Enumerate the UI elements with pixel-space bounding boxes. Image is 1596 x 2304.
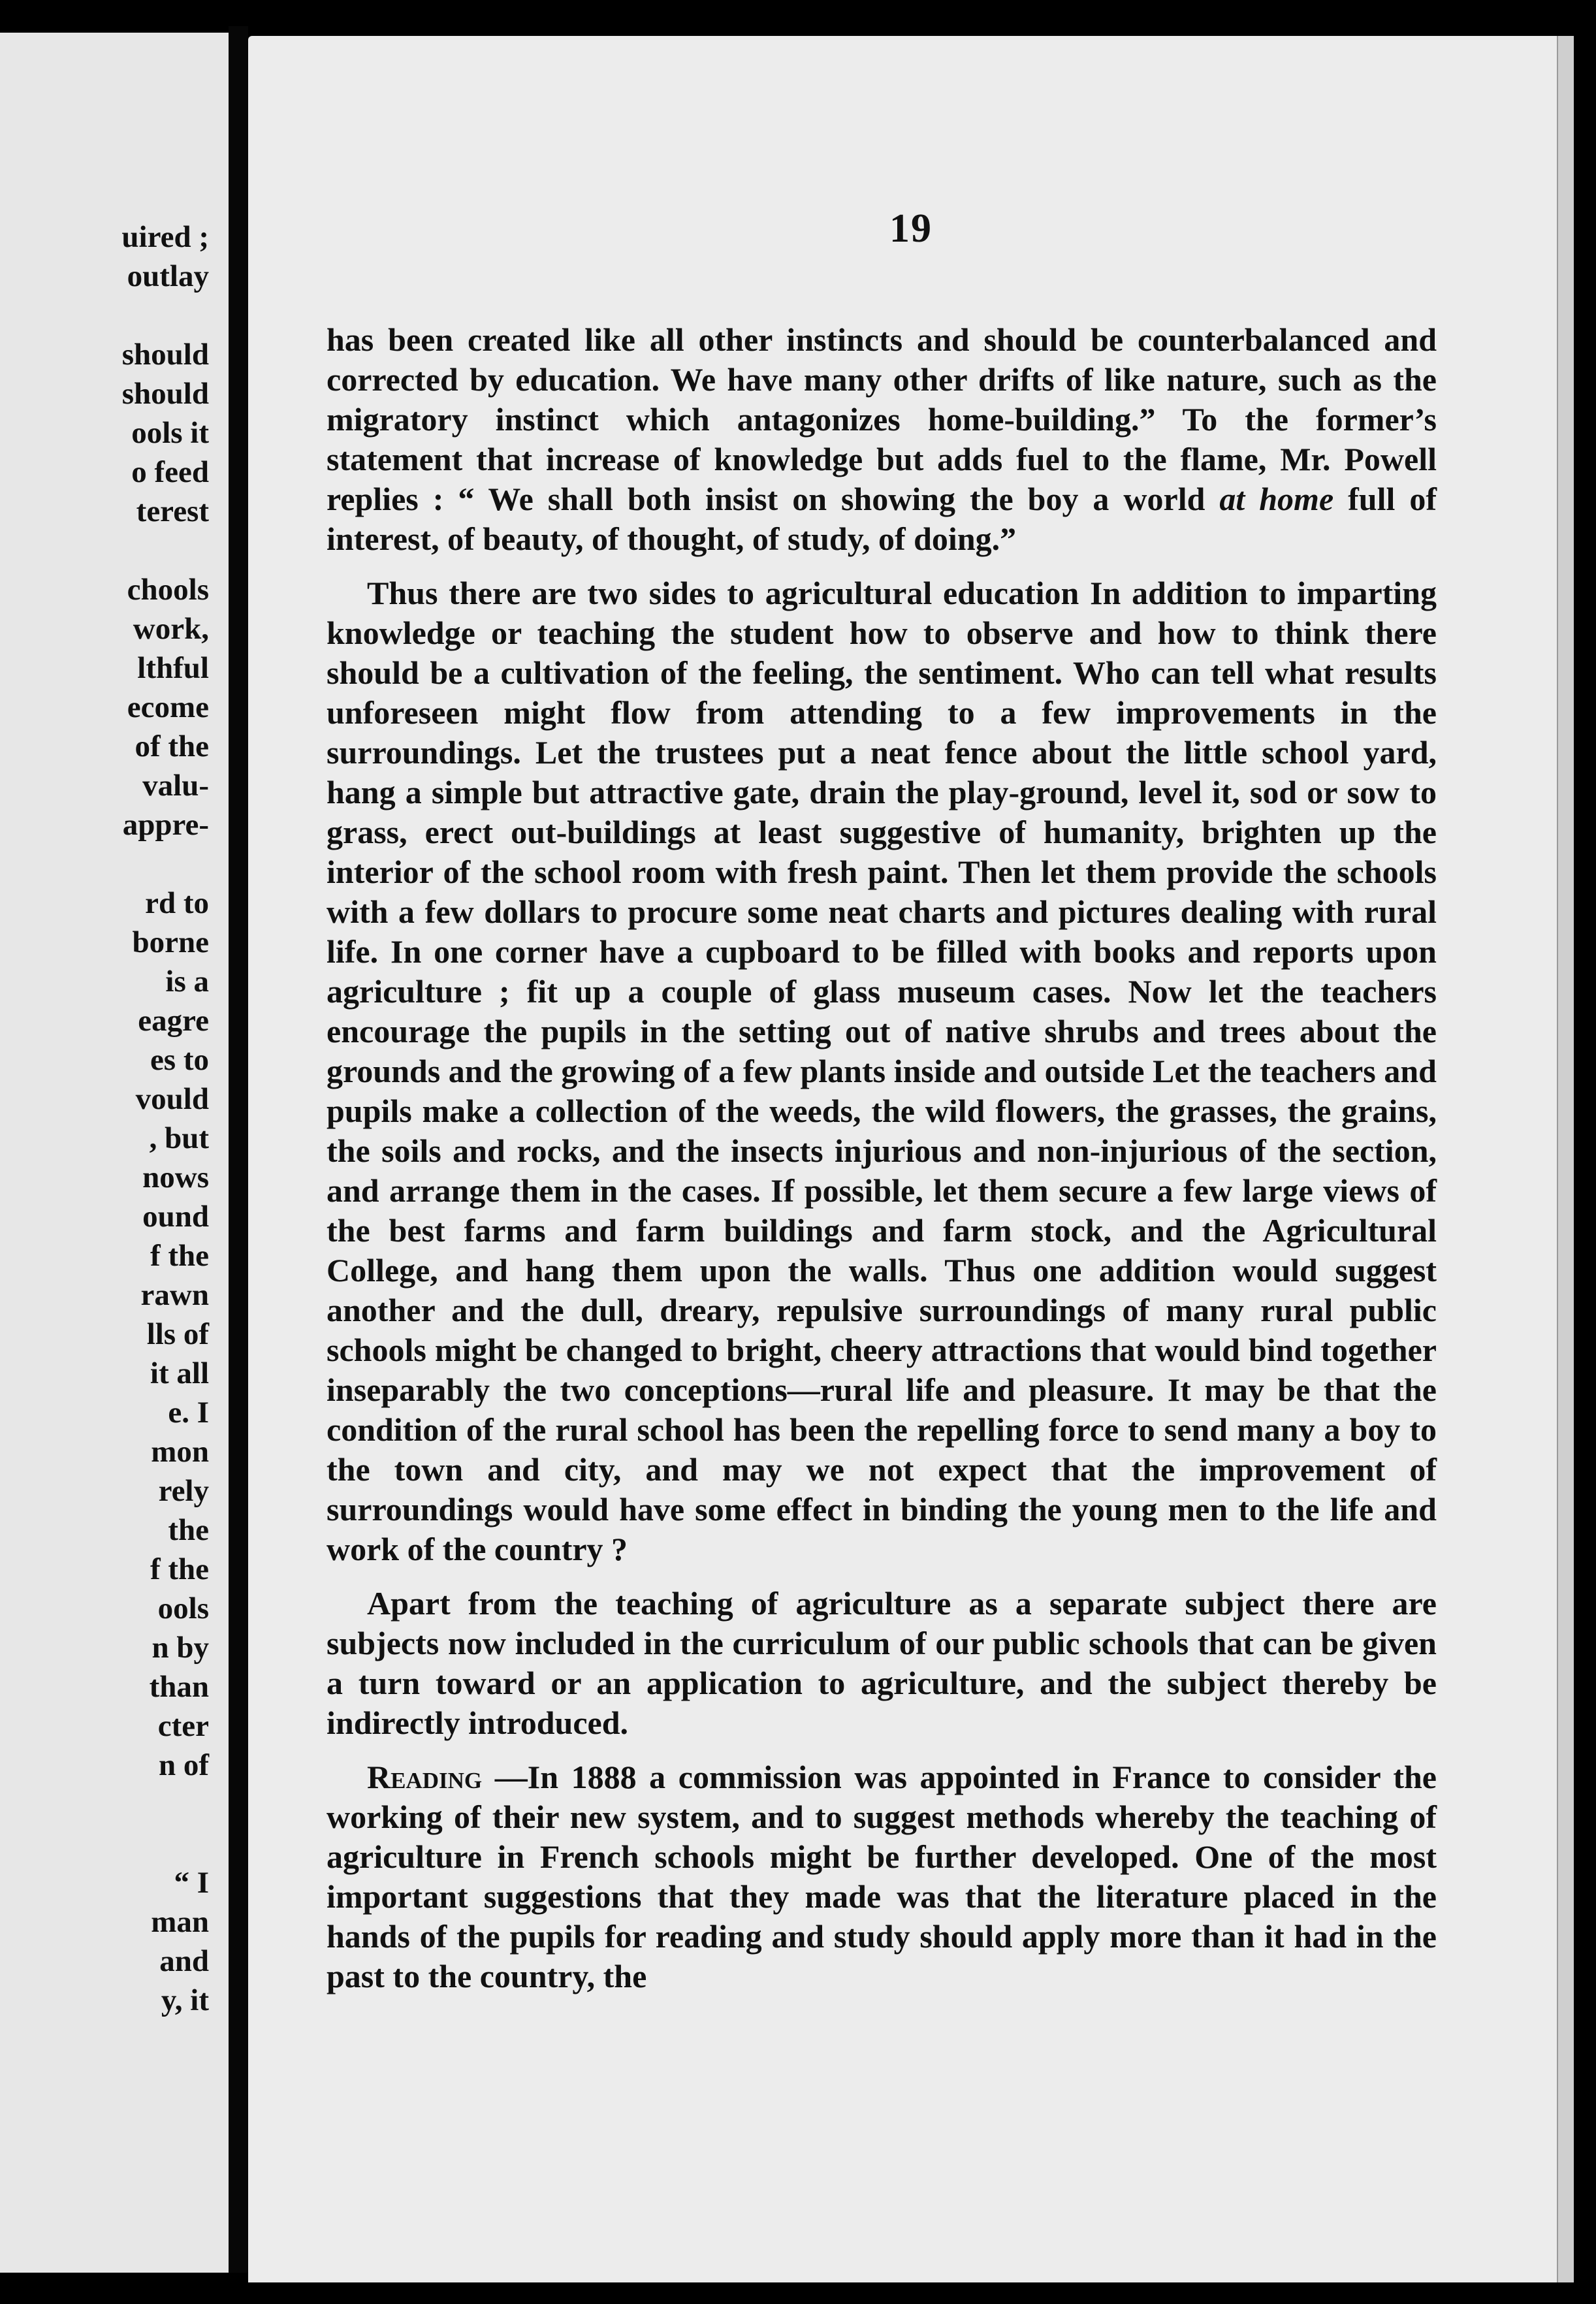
facing-page-text-fragment: appre- xyxy=(122,808,209,842)
facing-page-text-fragment: ools xyxy=(157,1592,209,1625)
facing-page-fragment xyxy=(0,33,229,2273)
facing-page-text-fragment: , but xyxy=(149,1121,209,1155)
page-number: 19 xyxy=(889,206,933,251)
body-text xyxy=(327,320,1437,2011)
facing-page-text-fragment: the xyxy=(168,1513,209,1547)
paragraph-4: Reading —In 1888 a commission was appointed in France to consider the working of their new system, and to suggest methods whereby the teaching of agriculture in French schools might be further developed. One of the most important suggestions that they made was that the literature placed in the hands of the pupils for reading and study should apply more than it had in the past to the country, the xyxy=(327,1759,1437,1994)
facing-page-text-fragment: should xyxy=(121,338,209,372)
facing-page-text-fragment: f the xyxy=(150,1239,209,1273)
facing-page-text-fragment: rd to xyxy=(145,886,209,920)
facing-page-text-fragment: rawn xyxy=(140,1278,209,1312)
facing-page-text-fragment: nows xyxy=(142,1160,209,1194)
facing-page-text-fragment: es to xyxy=(150,1043,209,1077)
facing-page-text-fragment: n of xyxy=(158,1748,209,1782)
facing-page-text-fragment: chools xyxy=(127,573,209,607)
facing-page-text-fragment: man xyxy=(151,1905,209,1939)
facing-page-text-fragment: vould xyxy=(135,1082,209,1116)
facing-page-text-fragment: y, it xyxy=(161,1983,209,2017)
page-edge xyxy=(1557,36,1574,2282)
facing-page-text-fragment: and xyxy=(159,1944,209,1978)
facing-page-text-fragment: should xyxy=(121,377,209,411)
book-spine xyxy=(229,26,248,2273)
paragraph-1: has been created like all other instincts and should be counterbalanced and corrected by education. We have many other drifts of like nature, such as the migratory instinct which antagonizes home-building.” To the former’s statement that increase of knowledge but adds fuel to the flame, Mr. Powell replies : “ We shall both insist on showing the boy a world at home full of interest, of beauty, of thought, of study, of doing.” xyxy=(327,321,1437,557)
facing-page-text-fragment: of the xyxy=(135,729,209,763)
facing-page-text-fragment: eagre xyxy=(138,1004,209,1038)
facing-page-text-fragment: work, xyxy=(133,612,209,646)
facing-page-text-fragment: ound xyxy=(142,1200,209,1234)
facing-page-text-fragment: is a xyxy=(165,965,209,999)
facing-page-text-fragment: f the xyxy=(150,1552,209,1586)
italic-phrase: at home xyxy=(1219,481,1334,517)
facing-page-text-fragment: mon xyxy=(151,1435,209,1469)
facing-page-text-fragment: cter xyxy=(157,1709,209,1743)
page xyxy=(248,36,1574,2282)
facing-page-text-fragment: rely xyxy=(158,1474,209,1508)
facing-page-text-fragment: ecome xyxy=(127,690,209,724)
facing-page-text-fragment: e. I xyxy=(168,1396,209,1430)
paragraph-2: Thus there are two sides to agricultural education In addition to imparting knowledge or teaching the student how to observe and how to think there should be a cultivation of the feeling, the sentiment. Who can tell what results unforeseen might flow from attending to a few improvements in the surroundings. Let the trustees put a neat fence about the little school yard, hang a simple but attractive gate, drain the play-ground, level it, sod or sow to grass, erect out-buildings at least suggestive of humanity, brighten up the interior of the school room with fresh paint. Then let them provide the schools with a few dollars to procure some neat charts and pictures dealing with rural life. In one corner have a cupboard to be filled with books and reports upon agriculture ; fit up a couple of glass museum cases. Now let the teachers encourage the pupils in the setting out of native shrubs and trees about the grounds and the growing of a few plants inside and outside Let the teachers and pupils make a collection of the weeds, the wild flowers, the grasses, the grains, the soils and rocks, and the insects injurious and non-injurious of the section, and arrange them in the cases. If possible, let them secure a few large views of the best farms and farm buildings and farm stock, and the Agricultural College, and hang them upon the walls. Thus one addition would suggest another and the dull, dreary, repulsive surroundings of many rural public schools might be changed to bright, cheery attractions that would bind together inseparably the two conceptions—rural life and pleasure. It may be that the condition of the rural school has been the repelling force to send many a boy to the town and city, and may we not expect that the improvement of surroundings would have some effect in binding the young men to the life and work of the country ? xyxy=(327,575,1437,1567)
facing-page-text-fragment: outlay xyxy=(127,259,209,293)
facing-page-text-fragment: lthful xyxy=(137,651,209,685)
facing-page-text-fragment: ools it xyxy=(131,416,209,450)
facing-page-text-fragment: valu- xyxy=(142,769,209,803)
facing-page-text-fragment: “ I xyxy=(174,1866,209,1900)
facing-page-text-fragment: terest xyxy=(136,494,209,528)
facing-page-text-fragment: it all xyxy=(150,1356,209,1390)
paragraph-3: Apart from the teaching of agriculture as a separate subject there are subjects now included in the curriculum of our public schools that can be given a turn toward or an application to agriculture, and the subject thereby be indirectly introduced. xyxy=(327,1585,1437,1741)
facing-page-text-fragment: lls of xyxy=(146,1317,209,1351)
facing-page-text-fragment: n by xyxy=(152,1631,209,1665)
facing-page-text-fragment: uired ; xyxy=(121,220,209,254)
facing-page-text-fragment: borne xyxy=(132,925,209,959)
facing-page-text-fragment: than xyxy=(149,1670,209,1704)
facing-page-text-fragment: o feed xyxy=(131,455,209,489)
section-heading: Reading xyxy=(367,1759,483,1795)
